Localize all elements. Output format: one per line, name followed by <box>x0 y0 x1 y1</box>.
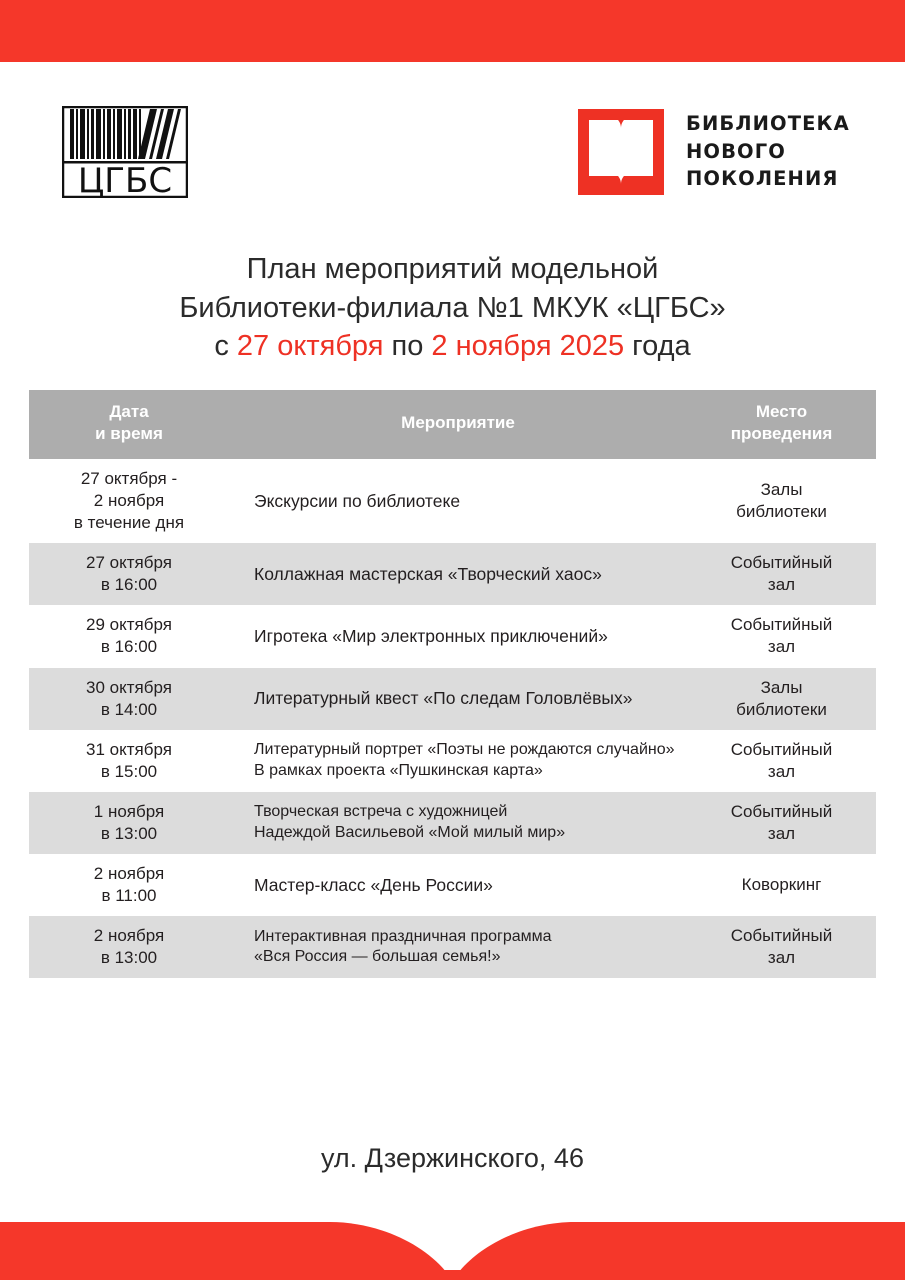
table-row <box>29 605 876 667</box>
cell-date <box>29 543 229 605</box>
new-generation-library-logo <box>578 107 850 197</box>
cell-event-line-1: Литературный квест «По следам Головлёвых» <box>254 688 633 709</box>
cell-event <box>229 792 687 854</box>
header-logo-row <box>0 62 905 222</box>
cell-place <box>687 730 876 792</box>
cell-date-line-2: в 16:00 <box>100 575 158 595</box>
cell-place <box>687 543 876 605</box>
cell-event-line-1: Интерактивная праздничная программа <box>254 927 552 945</box>
cell-place-line-1: Событийный <box>730 615 833 635</box>
cell-event <box>229 543 687 605</box>
column-header-place <box>687 390 876 459</box>
top-red-band <box>0 0 905 62</box>
table-row <box>29 730 876 792</box>
cell-event <box>229 605 687 667</box>
cell-date <box>29 459 229 543</box>
cell-date <box>29 730 229 792</box>
cell-place-line-1: Залы <box>760 479 803 499</box>
column-header-date-line-2: и время <box>95 424 163 444</box>
table-row <box>29 543 876 605</box>
cell-date <box>29 668 229 730</box>
cell-date <box>29 792 229 854</box>
cell-place-line-1: Событийный <box>730 801 833 821</box>
cell-date <box>29 854 229 916</box>
cell-place <box>687 668 876 730</box>
cell-event-line-2: Надеждой Васильевой «Мой милый мир» <box>254 824 566 841</box>
cell-place-line-2: библиотеки <box>736 699 827 719</box>
column-header-date-line-1: Дата <box>109 402 149 421</box>
cell-date-line-1: 29 октября <box>86 615 172 635</box>
title-middle: по <box>383 330 432 363</box>
cell-event-line-2: «Вся Россия — большая семья!» <box>254 948 501 966</box>
cell-date-line-1: 27 октября <box>86 553 172 573</box>
cell-event <box>229 916 687 978</box>
table-head <box>29 390 876 459</box>
bng-line-2: НОВОГО <box>686 139 786 163</box>
events-schedule-table <box>29 390 876 978</box>
cell-event-line-1: Мастер-класс «День России» <box>254 874 493 895</box>
bng-line-1: БИБЛИОТЕКА <box>686 111 850 135</box>
cell-date-line-2: 2 ноября <box>93 490 165 510</box>
open-book-icon <box>578 109 664 195</box>
bottom-red-band <box>0 1212 905 1280</box>
table-row <box>29 916 876 978</box>
cell-event <box>229 668 687 730</box>
title-suffix: года <box>624 330 691 363</box>
cell-date-line-1: 27 октября - <box>80 468 178 488</box>
cell-date-line-1: 2 ноября <box>93 926 165 946</box>
cell-place-line-2: зал <box>767 637 796 657</box>
cell-place-line-2: зал <box>767 575 796 595</box>
cell-place <box>687 854 876 916</box>
cell-place-line-1: Событийный <box>730 926 833 946</box>
table-row <box>29 854 876 916</box>
cell-date-line-2: в 14:00 <box>100 699 158 719</box>
cell-date-line-1: 31 октября <box>86 739 172 759</box>
cell-place-line-1: Коворкинг <box>741 875 822 895</box>
cell-place <box>687 916 876 978</box>
cell-place-line-2: зал <box>767 948 796 968</box>
cell-event <box>229 854 687 916</box>
table-header-row <box>29 390 876 459</box>
cell-date <box>29 605 229 667</box>
cell-date-line-1: 1 ноября <box>93 801 165 821</box>
cell-event-line-2: В рамках проекта «Пушкинская карта» <box>254 761 543 779</box>
cell-date-line-1: 2 ноября <box>93 864 165 884</box>
cgbs-logo-text: ЦГБС <box>77 161 173 198</box>
bng-line-3: ПОКОЛЕНИЯ <box>686 167 839 191</box>
cell-event-line-1: Игротека «Мир электронных приключений» <box>254 626 608 647</box>
column-header-place-line-1: Место <box>755 402 808 421</box>
table-row <box>29 668 876 730</box>
footer-address: ул. Дзержинского, 46 <box>321 1143 584 1173</box>
title-line-1: План мероприятий модельной <box>246 253 659 285</box>
cell-place-line-1: Событийный <box>730 553 833 573</box>
cell-date-line-2: в 13:00 <box>100 948 158 968</box>
cell-event-line-1: Литературный портрет «Поэты не рождаются случайно» <box>254 741 675 759</box>
cell-date <box>29 916 229 978</box>
column-header-event: Мероприятие <box>229 390 687 459</box>
cell-date-line-2: в 13:00 <box>100 824 158 843</box>
cell-place-line-1: Залы <box>760 677 803 697</box>
table-row <box>29 792 876 854</box>
table-body <box>29 459 876 979</box>
cell-place <box>687 605 876 667</box>
cell-event-line-1: Коллажная мастерская «Творческий хаос» <box>254 563 602 584</box>
cell-place-line-2: библиотеки <box>736 502 827 522</box>
cell-date-line-3: в течение дня <box>73 513 185 533</box>
cell-date-line-2: в 15:00 <box>100 761 158 781</box>
title-line-2: Библиотеки-филиала №1 МКУК «ЦГБС» <box>179 291 726 324</box>
cell-event <box>229 459 687 543</box>
cell-place-line-2: зал <box>767 761 796 781</box>
cell-event-line-1: Экскурсии по библиотеке <box>254 490 461 511</box>
column-header-place-line-2: проведения <box>730 424 833 444</box>
cgbs-barcode-logo <box>62 106 188 198</box>
cell-place-line-2: зал <box>767 824 796 843</box>
cell-event-line-1: Творческая встреча с художницей <box>254 803 508 821</box>
column-header-date <box>29 390 229 459</box>
page-title <box>0 250 905 366</box>
cell-event <box>229 730 687 792</box>
cell-date-line-2: в 11:00 <box>101 886 157 906</box>
cell-place <box>687 459 876 543</box>
cell-date-line-1: 30 октября <box>86 677 172 697</box>
cell-date-line-2: в 16:00 <box>100 637 158 657</box>
title-date-from: 27 октября <box>236 330 384 363</box>
cell-place-line-1: Событийный <box>730 739 833 759</box>
title-date-to: 2 ноября 2025 <box>431 330 625 363</box>
title-prefix: с <box>214 330 237 363</box>
title-line-3 <box>0 327 905 366</box>
cell-place <box>687 792 876 854</box>
book-notch-shape <box>0 1212 905 1280</box>
table-row <box>29 459 876 543</box>
